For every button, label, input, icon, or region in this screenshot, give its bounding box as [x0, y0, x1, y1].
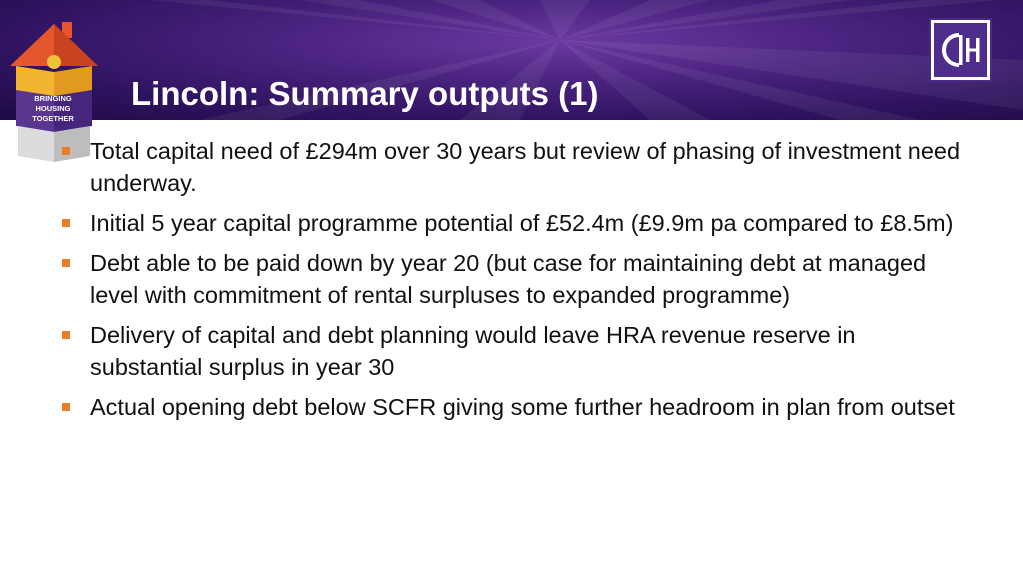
bullet-text: Total capital need of £294m over 30 years but review of phasing of investment need underway. — [90, 138, 961, 196]
logo-text-together: TOGETHER — [32, 114, 74, 123]
slide-title: Lincoln: Summary outputs (1) — [131, 75, 599, 112]
bullet-square-icon — [62, 147, 70, 155]
bullet-square-icon — [62, 331, 70, 339]
bullet-text: Initial 5 year capital programme potential of £52.4m (£9.9m pa compared to £8.5m) — [90, 210, 954, 236]
bullet-item — [62, 319, 967, 383]
cih-logo — [929, 18, 992, 82]
bullet-text: Debt able to be paid down by year 20 (but case for maintaining debt at managed level with commitment of rental surpluses to expanded programme) — [90, 250, 927, 308]
bullet-list — [62, 135, 967, 431]
bullet-item — [62, 135, 967, 199]
bullet-text: Actual opening debt below SCFR giving some further headroom in plan from outset — [90, 394, 955, 420]
bullet-square-icon — [62, 219, 70, 227]
logo-text-bringing: BRINGING — [34, 94, 72, 103]
bullet-square-icon — [62, 403, 70, 411]
bullet-square-icon — [62, 259, 70, 267]
logo-text-housing: HOUSING — [35, 104, 71, 113]
bullet-item — [62, 391, 967, 423]
bullet-item — [62, 247, 967, 311]
bullet-text: Delivery of capital and debt planning would leave HRA revenue reserve in substantial surplus in year 30 — [90, 322, 856, 380]
bullet-item — [62, 207, 967, 239]
header-banner — [0, 0, 1023, 120]
